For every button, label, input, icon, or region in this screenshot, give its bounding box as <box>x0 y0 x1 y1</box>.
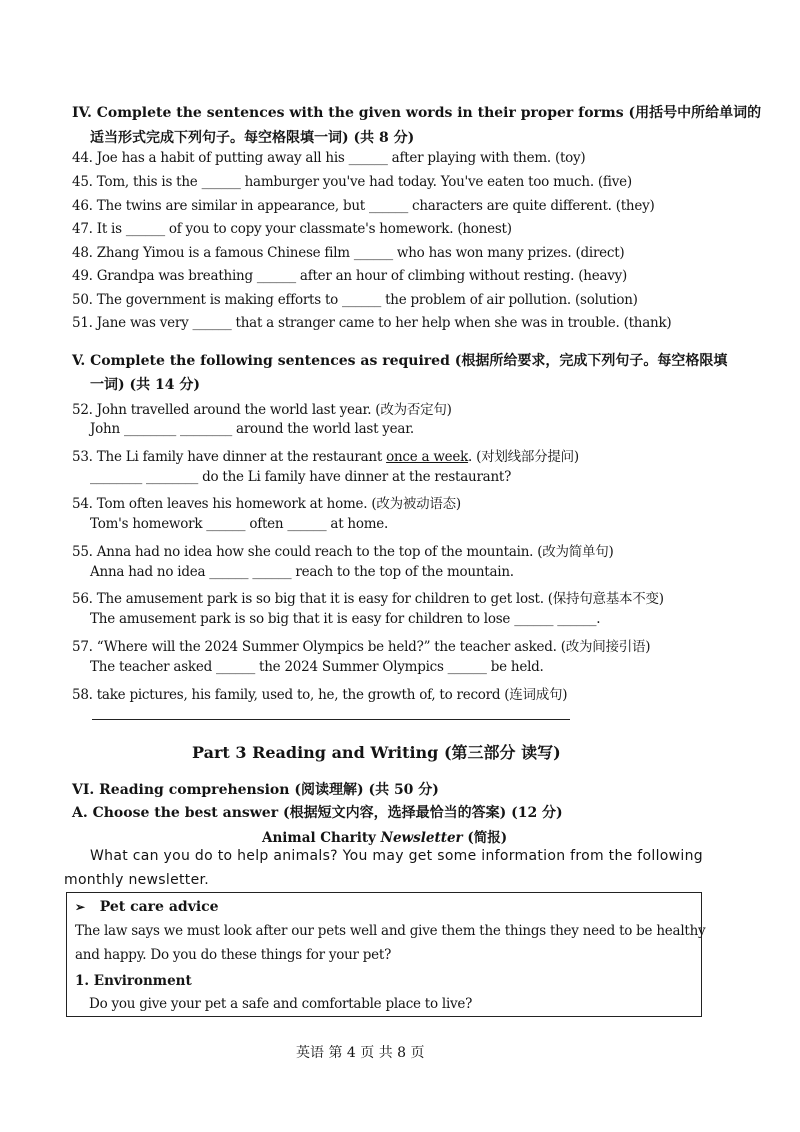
part-3-title: Part 3 Reading and Writing (第三部分 读写) <box>192 743 561 762</box>
answer-56: The amusement park is so big that it is easy for children to lose ______ ______. <box>90 611 601 627</box>
answer-54: Tom's homework ______ often ______ at home. <box>90 516 389 532</box>
pet-care-advice-body-line-1: The law says we must look after our pets well and give them the things they need to be healthy <box>75 923 706 939</box>
environment-heading: 1. Environment <box>75 973 192 989</box>
pet-care-advice-box <box>66 892 706 1017</box>
question-46: 46. The twins are similar in appearance, but ______ characters are quite different. (they) <box>72 198 655 214</box>
section-a-heading: A. Choose the best answer (根据短文内容，选择最恰当的答案) (12 分) <box>72 805 563 821</box>
section-5-heading-line-1: V. Complete the following sentences as required (根据所给要求，完成下列句子。每空格限填 <box>72 353 728 369</box>
answer-57: The teacher asked ______ the 2024 Summer Olympics ______ be held. <box>90 659 544 675</box>
question-54: 54. Tom often leaves his homework at home. (改为被动语态) <box>72 496 461 512</box>
section-4-heading-line-1: IV. Complete the sentences with the given words in their proper forms (用括号中所给单词的 <box>72 105 762 121</box>
question-53 <box>72 445 579 465</box>
question-47: 47. It is ______ of you to copy your classmate's homework. (honest) <box>72 221 512 237</box>
newsletter-title <box>262 826 507 846</box>
section-4-heading-line-2: 适当形式完成下列句子。每空格限填一词) (共 8 分) <box>90 130 415 146</box>
newsletter-intro-line-2: monthly newsletter. <box>64 872 210 888</box>
question-53-instruction: . (对划线部分提问) <box>468 449 579 465</box>
answer-53: ________ ________ do the Li family have dinner at the restaurant? <box>90 469 512 485</box>
question-44: 44. Joe has a habit of putting away all his ______ after playing with them. (toy) <box>72 150 586 166</box>
question-45: 45. Tom, this is the ______ hamburger you've had today. You've eaten too much. (five) <box>72 174 632 190</box>
pet-care-advice-heading-text: Pet care advice <box>99 899 219 915</box>
newsletter-title-italic: Newsletter <box>380 830 463 846</box>
question-57: 57. “Where will the 2024 Summer Olympics be held?” the teacher asked. (改为间接引语) <box>72 639 651 655</box>
question-50: 50. The government is making efforts to ______ the problem of air pollution. (solution) <box>72 292 638 308</box>
pet-care-advice-body-line-2: and happy. Do you do these things for your pet? <box>75 947 392 963</box>
question-48: 48. Zhang Yimou is a famous Chinese film ______ who has won many prizes. (direct) <box>72 245 625 261</box>
question-56: 56. The amusement park is so big that it is easy for children to get lost. (保持句意基本不变) <box>72 591 664 607</box>
question-58: 58. take pictures, his family, used to, he, the growth of, to record (连词成句) <box>72 687 568 703</box>
question-53-underlined-phrase: once a week <box>386 449 469 465</box>
newsletter-intro-line-1: What can you do to help animals? You may get some information from the following <box>90 848 703 864</box>
newsletter-title-prefix: Animal Charity <box>262 830 381 846</box>
section-5-heading-line-2: 一词) (共 14 分) <box>90 377 200 393</box>
environment-text: Do you give your pet a safe and comfortable place to live? <box>89 996 473 1012</box>
arrow-bullet-icon: ➢ <box>75 900 86 914</box>
page-footer: 英语 第 4 页 共 8 页 <box>296 1045 425 1061</box>
pet-care-advice-heading <box>75 899 219 915</box>
newsletter-title-suffix: (简报) <box>462 830 508 846</box>
question-52: 52. John travelled around the world last year. (改为否定句) <box>72 402 452 418</box>
answer-55: Anna had no idea ______ ______ reach to the top of the mountain. <box>90 564 514 580</box>
answer-58-line <box>92 719 570 720</box>
question-51: 51. Jane was very ______ that a stranger came to her help when she was in trouble. (thank) <box>72 315 672 331</box>
section-6-heading: VI. Reading comprehension (阅读理解) (共 50 分) <box>72 782 439 798</box>
question-53-text: 53. The Li family have dinner at the restaurant <box>72 449 387 465</box>
question-55: 55. Anna had no idea how she could reach to the top of the mountain. (改为简单句) <box>72 544 614 560</box>
answer-52: John ________ ________ around the world last year. <box>90 421 414 437</box>
question-49: 49. Grandpa was breathing ______ after an hour of climbing without resting. (heavy) <box>72 268 628 284</box>
